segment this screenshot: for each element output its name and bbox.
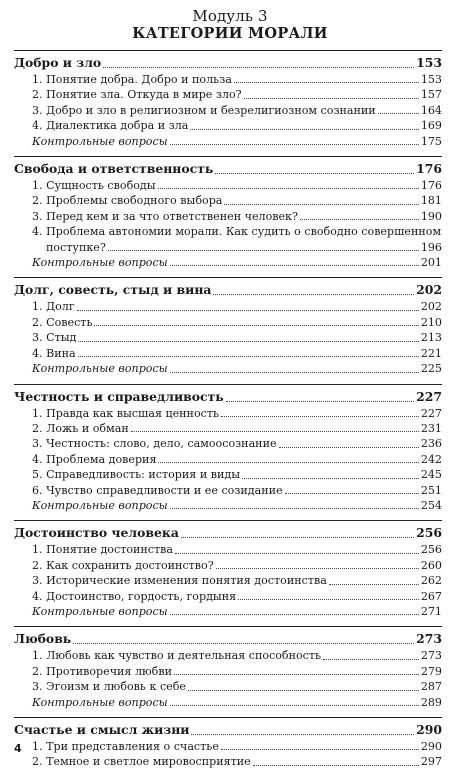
- leader-dots: [378, 113, 419, 114]
- leader-dots: [170, 372, 419, 373]
- toc-entry-page: 157: [420, 88, 442, 102]
- toc-entry-label: 4. Проблема доверия: [32, 452, 157, 466]
- table-of-contents: [14, 50, 442, 777]
- toc-entry-page: 260: [420, 558, 442, 572]
- toc-entry[interactable]: [14, 315, 442, 330]
- review-questions-entry-label: Контрольные вопросы: [32, 498, 168, 512]
- toc-entry[interactable]: [14, 589, 442, 604]
- toc-entry-label: 5. Справедливость: история и виды: [32, 468, 241, 482]
- toc-entry-page: 251: [420, 483, 442, 497]
- section-heading-page: 256: [416, 525, 442, 541]
- leader-dots: [94, 325, 418, 326]
- leader-dots: [175, 553, 419, 554]
- toc-entry-continuation: [32, 240, 442, 255]
- toc-entry[interactable]: [14, 330, 442, 345]
- review-questions-entry-label: Контрольные вопросы: [32, 134, 168, 148]
- leader-dots: [234, 82, 419, 83]
- toc-entry-label: 3. Эгоизм и любовь к себе: [32, 680, 186, 694]
- review-questions-entry-label: Контрольные вопросы: [32, 695, 168, 709]
- module-heading: [0, 8, 460, 42]
- toc-entry[interactable]: [14, 542, 442, 557]
- toc-entry-page: 290: [420, 740, 442, 753]
- toc-entry[interactable]: [14, 87, 442, 102]
- toc-entry-page: 231: [420, 421, 442, 435]
- toc-entry-label: 1. Правда как высшая ценность: [32, 406, 220, 420]
- section-heading[interactable]: [14, 524, 442, 542]
- toc-entry-label: 1. Три представления о счастье: [32, 740, 219, 753]
- toc-entry[interactable]: [14, 72, 442, 87]
- leader-dots: [188, 690, 419, 691]
- section-heading-label: Честность и справедливость: [14, 388, 224, 404]
- toc-entry[interactable]: [14, 467, 442, 482]
- leader-dots: [224, 204, 418, 205]
- leader-dots: [190, 129, 418, 130]
- review-questions-entry-page: 175: [420, 134, 442, 148]
- toc-entry-label: 2. Проблемы свободного выбора: [32, 194, 223, 208]
- toc-entry-page: 176: [420, 179, 442, 193]
- toc-entry-label: 2. Понятие зла. Откуда в мире зло?: [32, 88, 242, 102]
- toc-entry-label-cont: поступке?: [46, 240, 106, 254]
- toc-entry-page: 153: [420, 73, 442, 86]
- toc-entry[interactable]: [14, 648, 442, 663]
- toc-entry-page: 236: [420, 437, 442, 451]
- toc-section: [14, 520, 442, 619]
- module-label: Модуль 3: [192, 7, 268, 25]
- section-heading[interactable]: [14, 630, 442, 648]
- toc-entry[interactable]: [14, 436, 442, 451]
- toc-entry-label: 3. Честность: слово, дело, самоосознание: [32, 437, 277, 451]
- leader-dots: [213, 294, 414, 295]
- section-heading-label: Долг, совесть, стыд и вина: [14, 282, 212, 298]
- toc-entry-page: 273: [420, 649, 442, 663]
- toc-entry-label: 2. Противоречия любви: [32, 664, 172, 678]
- leader-dots: [244, 98, 419, 99]
- toc-entry-label: 2. Совесть: [32, 315, 93, 329]
- leader-dots: [329, 584, 419, 585]
- leader-dots: [279, 447, 419, 448]
- toc-section: [14, 626, 442, 710]
- leader-dots: [108, 250, 419, 251]
- toc-section: [14, 277, 442, 376]
- leader-dots: [253, 765, 419, 766]
- toc-entry[interactable]: [14, 739, 442, 754]
- toc-entry-page: 279: [420, 664, 442, 678]
- toc-entry[interactable]: [14, 421, 442, 436]
- toc-entry-page: 213: [420, 331, 442, 345]
- review-questions-entry[interactable]: [14, 604, 442, 619]
- toc-entry-page: 245: [420, 468, 442, 482]
- toc-entry-label: 1. Понятие добра. Добро и польза: [32, 73, 232, 86]
- toc-entry-label: 2. Как сохранить достоинство?: [32, 558, 214, 572]
- section-heading-label: Счастье и смысл жизни: [14, 722, 190, 737]
- toc-entry[interactable]: [14, 573, 442, 588]
- leader-dots: [170, 614, 419, 615]
- leader-dots: [226, 401, 414, 402]
- toc-entry-page: 227: [420, 406, 442, 420]
- toc-entry-label: 3. Стыд: [32, 331, 77, 345]
- leader-dots: [238, 599, 419, 600]
- toc-entry-page: 262: [420, 574, 442, 588]
- leader-dots: [170, 705, 419, 706]
- section-heading-page: 153: [416, 55, 442, 70]
- toc-entry-page: 169: [420, 119, 442, 133]
- toc-entry-label: 2. Темное и светлое мировосприятие: [32, 755, 251, 769]
- toc-entry-page: 267: [420, 589, 442, 603]
- toc-entry-page: 221: [420, 346, 442, 360]
- toc-entry[interactable]: [14, 224, 442, 255]
- leader-dots: [216, 568, 419, 569]
- review-questions-entry-page: 225: [420, 362, 442, 376]
- toc-entry[interactable]: [14, 483, 442, 498]
- toc-entry-page: 297: [420, 755, 442, 769]
- toc-section: [14, 156, 442, 270]
- toc-entry[interactable]: [14, 209, 442, 224]
- toc-entry[interactable]: [14, 178, 442, 193]
- toc-entry-page: 196: [420, 240, 442, 254]
- toc-entry-label: 3. Добро и зло в религиозном и безрелигиозном сознании: [32, 103, 376, 117]
- leader-dots: [174, 674, 419, 675]
- toc-entry-label: 1. Долг: [32, 300, 75, 314]
- review-questions-entry-page: 289: [420, 695, 442, 709]
- leader-dots: [158, 188, 419, 189]
- toc-entry-label: 1. Сущность свободы: [32, 179, 156, 193]
- leader-dots: [221, 749, 419, 750]
- leader-dots: [170, 265, 419, 266]
- toc-entry[interactable]: [14, 103, 442, 118]
- leader-dots: [170, 144, 419, 145]
- leader-dots: [242, 478, 419, 479]
- section-heading-label: Добро и зло: [14, 55, 102, 70]
- leader-dots: [323, 659, 419, 660]
- toc-entry-page: 256: [420, 543, 442, 557]
- review-questions-entry-page: 254: [420, 498, 442, 512]
- toc-entry-page: 242: [420, 452, 442, 466]
- toc-entry-label: 1. Любовь как чувство и деятельная способность: [32, 649, 322, 663]
- leader-dots: [170, 508, 419, 509]
- toc-entry[interactable]: [14, 118, 442, 133]
- module-title: КАТЕГОРИИ МОРАЛИ: [132, 25, 328, 42]
- section-heading-page: 176: [416, 161, 442, 177]
- leader-dots: [181, 537, 414, 538]
- leader-dots: [77, 310, 419, 311]
- section-heading[interactable]: [14, 281, 442, 299]
- toc-entry-label: 2. Ложь и обман: [32, 421, 129, 435]
- review-questions-entry[interactable]: [14, 361, 442, 376]
- toc-entry[interactable]: [14, 558, 442, 573]
- section-heading[interactable]: [14, 388, 442, 406]
- leader-dots: [285, 493, 419, 494]
- leader-dots: [73, 643, 414, 644]
- leader-dots: [215, 173, 414, 174]
- leader-dots: [158, 462, 418, 463]
- toc-entry[interactable]: [14, 406, 442, 421]
- toc-entry-label: 4. Диалектика добра и зла: [32, 119, 189, 133]
- toc-entry-label: 3. Перед кем и за что ответственен человек?: [32, 209, 298, 223]
- toc-entry[interactable]: [14, 452, 442, 467]
- toc-entry[interactable]: [14, 679, 442, 694]
- review-questions-entry-page: 271: [420, 604, 442, 618]
- leader-dots: [221, 416, 419, 417]
- section-heading[interactable]: [14, 721, 442, 739]
- toc-entry-label: 6. Чувство справедливости и ее созидание: [32, 483, 283, 497]
- leader-dots: [300, 219, 419, 220]
- section-heading[interactable]: [14, 160, 442, 178]
- section-heading-label: Любовь: [14, 631, 72, 647]
- toc-entry-page: 181: [420, 194, 442, 208]
- section-heading-page: 290: [416, 722, 442, 737]
- leader-dots: [78, 356, 419, 357]
- page-number: 4: [14, 742, 22, 755]
- section-heading-label: Свобода и ответственность: [14, 161, 214, 177]
- review-questions-entry[interactable]: [14, 498, 442, 513]
- toc-entry-page: 210: [420, 315, 442, 329]
- toc-section: [14, 50, 442, 149]
- toc-entry-label: 1. Понятие достоинства: [32, 543, 174, 557]
- review-questions-entry-label: Контрольные вопросы: [32, 362, 168, 376]
- review-questions-entry-label: Контрольные вопросы: [32, 604, 168, 618]
- review-questions-entry[interactable]: [14, 134, 442, 149]
- leader-dots: [131, 431, 419, 432]
- review-questions-entry[interactable]: [14, 695, 442, 710]
- leader-dots: [191, 734, 414, 735]
- toc-entry-page: 190: [420, 209, 442, 223]
- toc-entry[interactable]: [14, 346, 442, 361]
- toc-entry-label: 4. Вина: [32, 346, 76, 360]
- toc-section: [14, 384, 442, 514]
- leader-dots: [103, 67, 414, 68]
- toc-entry[interactable]: [14, 193, 442, 208]
- section-heading[interactable]: [14, 54, 442, 72]
- review-questions-entry[interactable]: [14, 255, 442, 270]
- section-heading-page: 202: [416, 282, 442, 298]
- toc-entry[interactable]: [14, 754, 442, 769]
- toc-entry-label: 4. Достоинство, гордость, гордыня: [32, 589, 237, 603]
- leader-dots: [78, 341, 418, 342]
- toc-entry-label: 3. Исторические изменения понятия достоинства: [32, 574, 327, 588]
- review-questions-entry-label: Контрольные вопросы: [32, 256, 168, 270]
- toc-section: [14, 717, 442, 770]
- review-questions-entry-page: 201: [420, 256, 442, 270]
- toc-entry-page: 202: [420, 300, 442, 314]
- toc-entry[interactable]: [14, 299, 442, 314]
- section-heading-label: Достоинство человека: [14, 525, 179, 541]
- section-heading-page: 227: [416, 388, 442, 404]
- toc-entry-label: 4. Проблема автономии морали. Как судить о свободно совершенном: [32, 225, 442, 239]
- toc-entry-page: 287: [420, 680, 442, 694]
- section-heading-page: 273: [416, 631, 442, 647]
- toc-entry[interactable]: [14, 664, 442, 679]
- toc-entry-page: 164: [420, 103, 442, 117]
